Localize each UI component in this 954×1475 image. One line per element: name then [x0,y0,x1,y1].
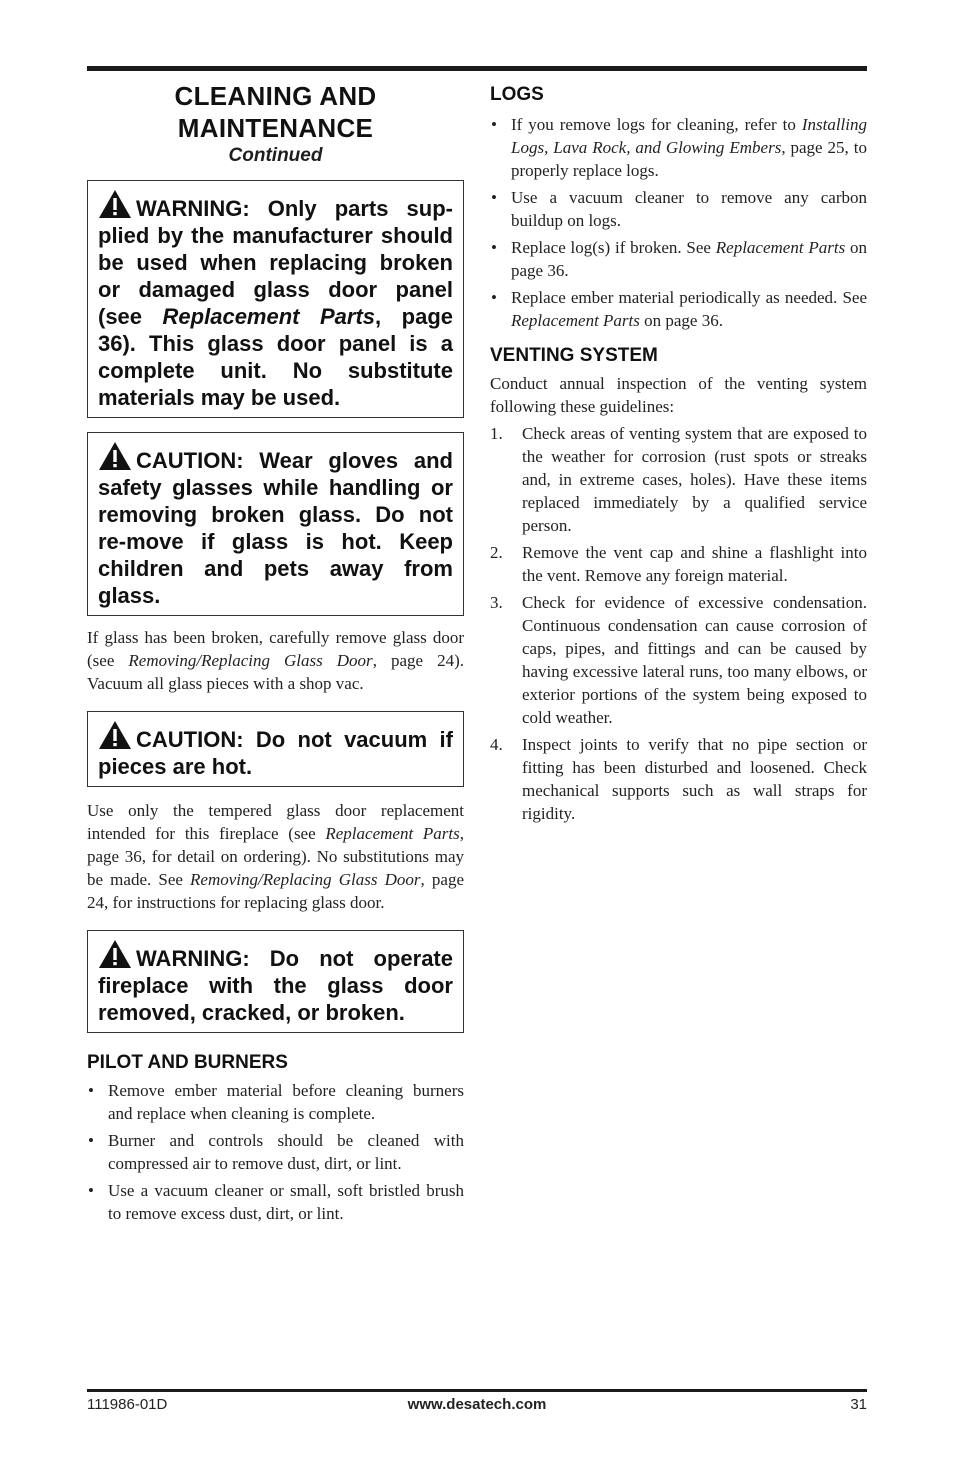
warning-triangle-icon [98,720,132,750]
pilot-burners-heading: PILOT AND BURNERS [87,1052,288,1073]
list-item: • Use a vacuum cleaner to remove any carbon buildup on logs. [490,186,867,232]
title-line-2: MAINTENANCE [177,113,374,143]
continued-label: Continued [228,145,323,166]
warning-box-glass-panel: WARNING: Only parts sup-plied by the manufacturer should be used when replacing broken or damaged glass door panel (see Replacement Parts, page 36). This glass door panel is a complete unit. No substitute materials may be used. [87,180,464,418]
replacement-parts-ref: Replacement Parts [162,304,376,329]
title-line-1: CLEANING AND [174,81,377,111]
list-item: • Replace ember material periodically as needed. See Replacement Parts on page 36. [490,286,867,332]
list-item: 3. Check for evidence of excessive condensation. Continuous condensation can cause corrosion of caps, pipes, and fittings and can be caused by having excessive lateral runs, too many elbows, or exterior portions of the system being exposed to cold weather. [490,593,867,727]
warning-triangle-icon [98,189,132,219]
list-item: • If you remove logs for cleaning, refer to Installing Logs, Lava Rock, and Glowing Embers, page 25, to properly replace logs. [490,113,867,182]
list-item: • Use a vacuum cleaner or small, soft bristled brush to remove excess dust, dirt, or lint. [87,1179,464,1225]
logs-heading: LOGS [490,84,544,105]
pilot-burners-list [87,1079,464,1225]
venting-intro: Conduct annual inspection of the venting system following these guidelines: [490,374,867,416]
warning-box-operate: WARNING: Do not operate fireplace with the glass door removed, cracked, or broken. [87,930,464,1033]
left-column [87,80,464,1229]
section-title [87,80,464,144]
list-item: • Burner and controls should be cleaned with compressed air to remove dust, dirt, or lint. [87,1129,464,1175]
right-column [490,80,867,829]
footer-website[interactable]: www.desatech.com [407,1396,547,1413]
caution-box-vacuum: CAUTION: Do not vacuum if pieces are hot. [87,711,464,787]
warning-triangle-icon [98,441,132,471]
venting-system-heading: VENTING SYSTEM [490,345,658,366]
broken-glass-paragraph: If glass has been broken, carefully remove glass door (see Removing/Replacing Glass Door, page 24). Vacuum all glass pieces with a shop vac. [87,628,464,693]
caution-box-gloves: CAUTION: Wear gloves and safety glasses while handling or removing broken glass. Do not re-move if glass is hot. Keep children and pets away from glass. [87,432,464,616]
bottom-rule [87,1389,867,1392]
list-item: • Replace log(s) if broken. See Replacement Parts on page 36. [490,236,867,282]
list-item: • Remove ember material before cleaning burners and replace when cleaning is complete. [87,1079,464,1125]
list-item: 2. Remove the vent cap and shine a flashlight into the vent. Remove any foreign material. [490,543,867,585]
footer-part-number: 111986-01D [87,1396,168,1413]
logs-list [490,113,867,332]
list-item: 4. Inspect joints to verify that no pipe section or fitting has been disturbed and loosened. Check mechanical supports such as wall straps for rigidity. [490,735,867,823]
tempered-glass-paragraph: Use only the tempered glass door replacement intended for this fireplace (see Replacement Parts, page 36, for detail on ordering). No substitutions may be made. See Removing/Replacing Glass Door, page 24, for instructions for replacing glass door. [87,801,464,912]
warning-triangle-icon [98,939,132,969]
top-rule [87,66,867,71]
venting-list [490,422,867,825]
footer-page-number: 31 [850,1396,867,1413]
list-item: 1. Check areas of venting system that are exposed to the weather for corrosion (rust spots or streaks and, in extreme cases, holes). Have these items replaced immediately by a qualified service person. [490,424,867,535]
